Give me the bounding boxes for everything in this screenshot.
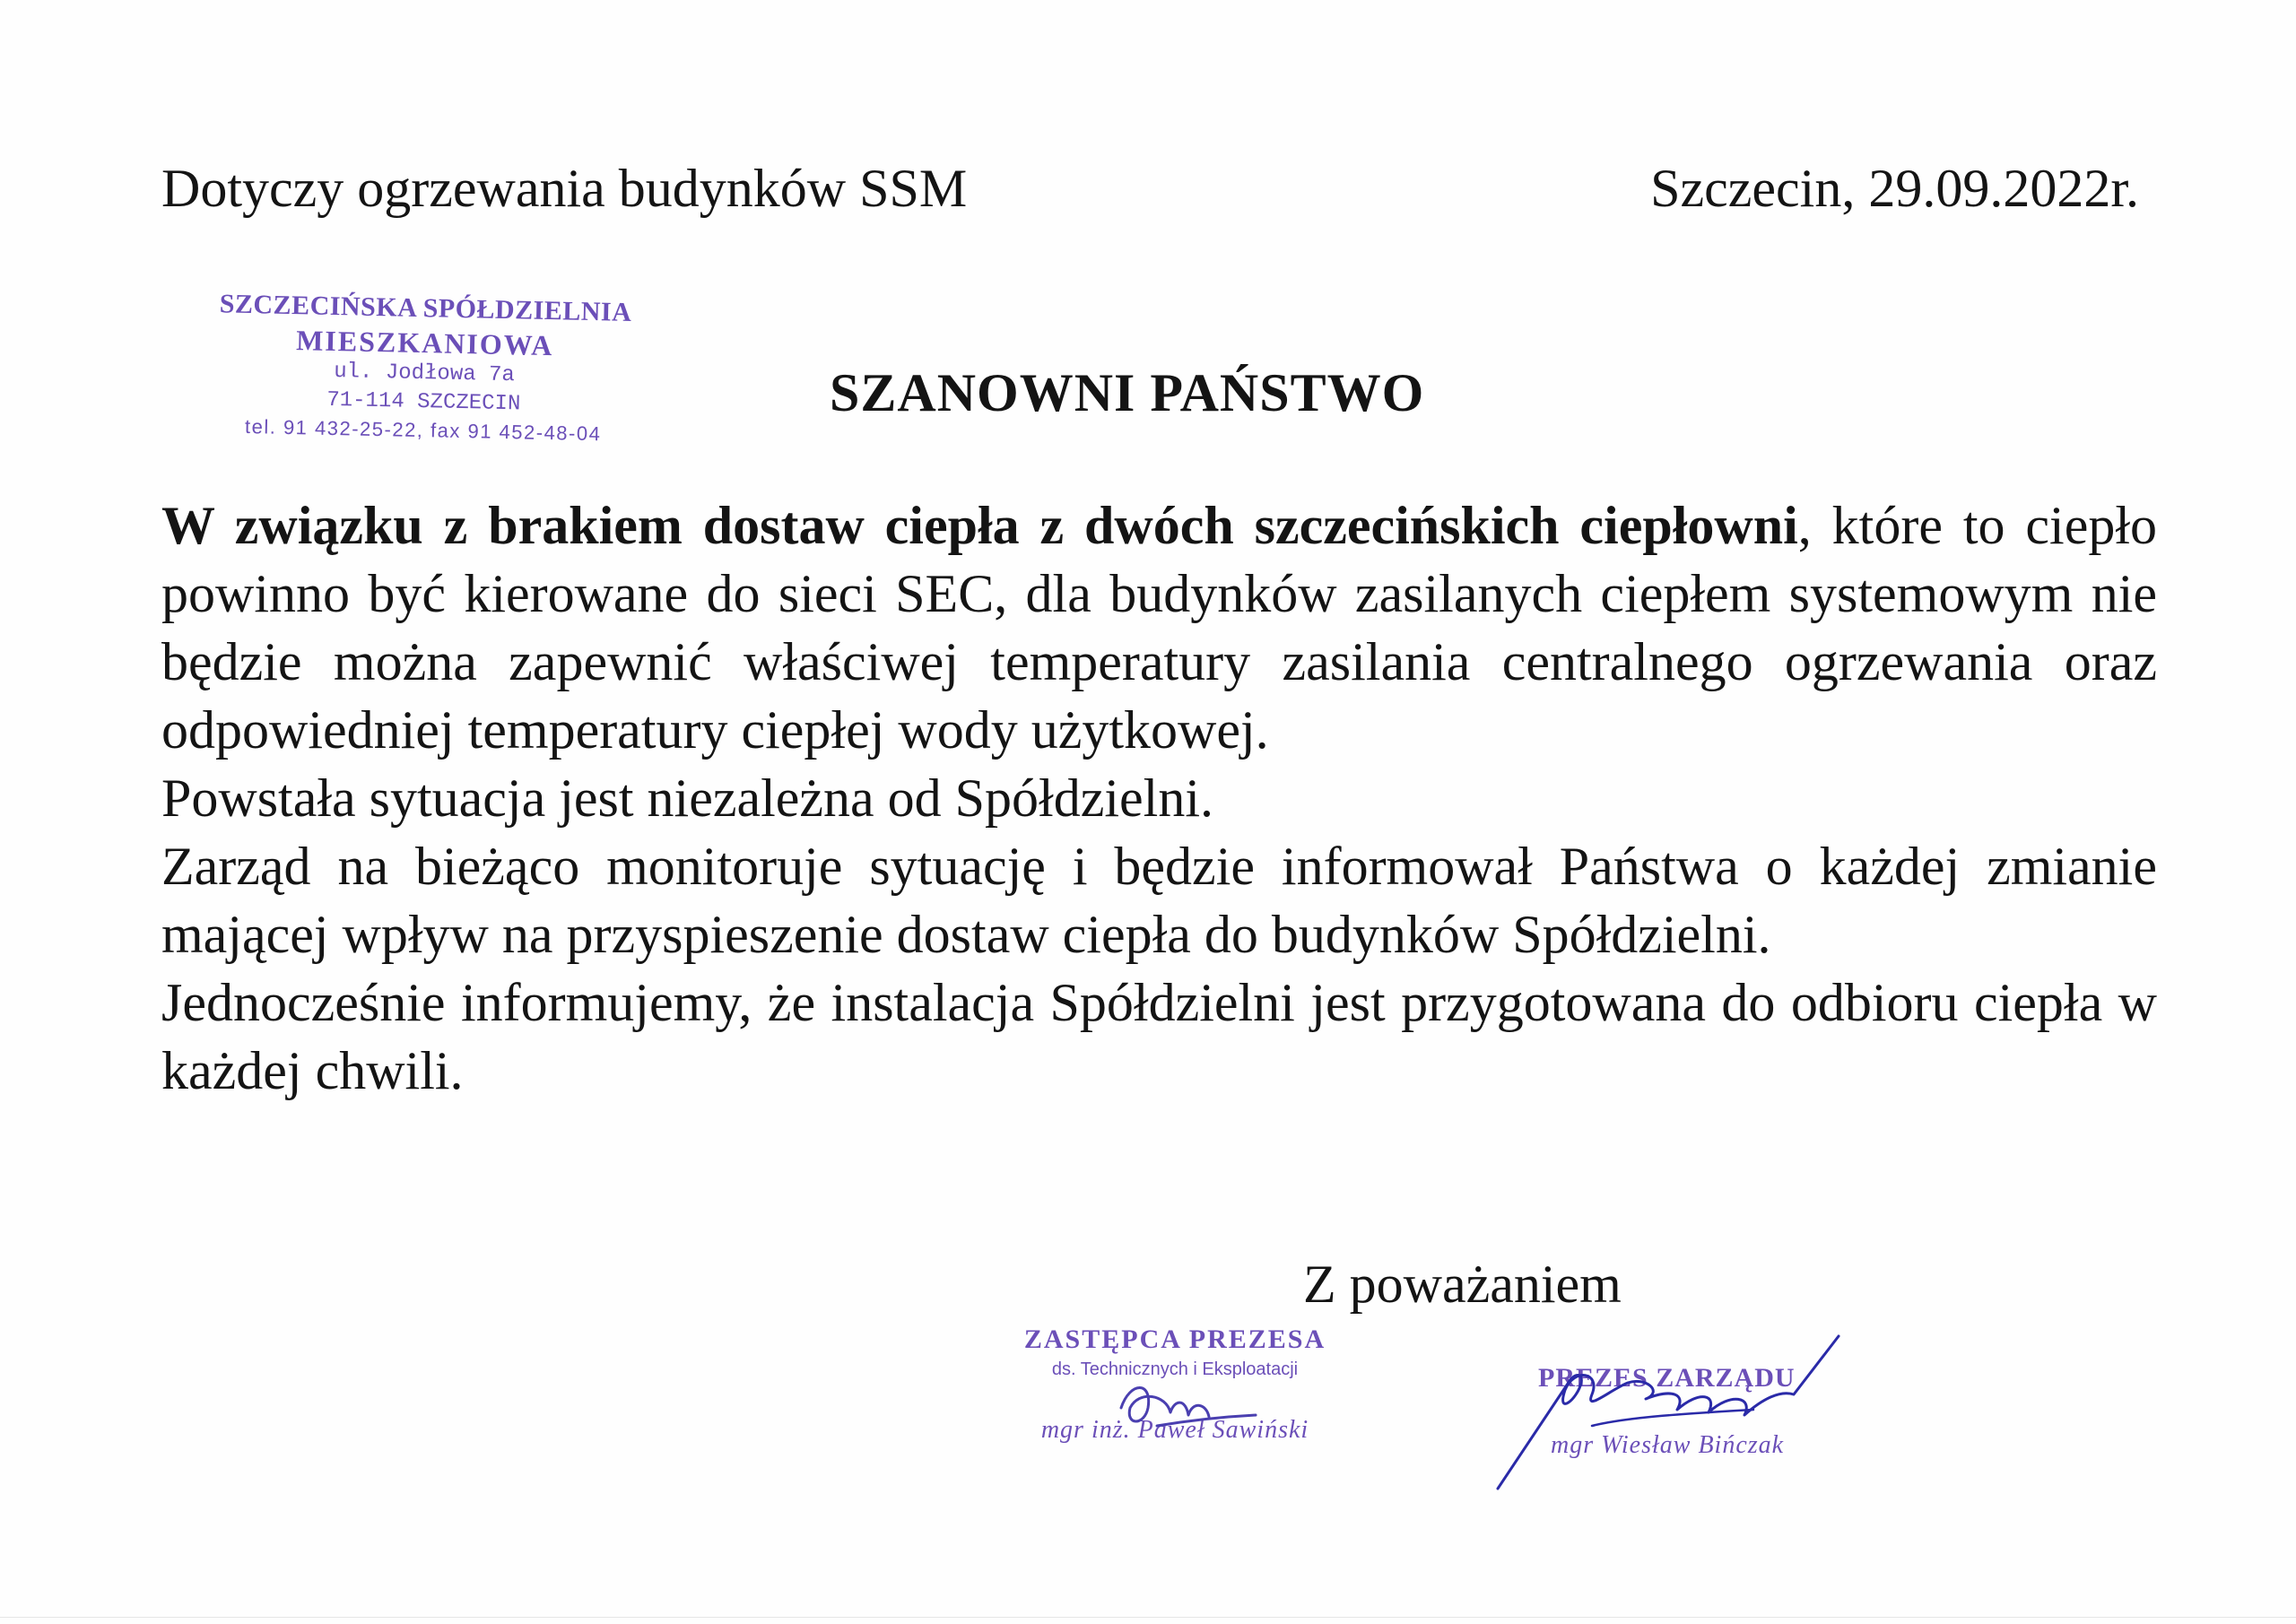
paragraph-4: Jednocześnie informujemy, że instalacja Spółdzielni jest przygotowana do odbioru ciepła w każdej chwili. [161, 973, 2157, 1100]
letter-date: Szczecin, 29.09.2022r. [1650, 159, 2139, 218]
stamp-org-name: SZCZECIŃSKA SPÓŁDZIELNIA [219, 289, 632, 327]
salutation: SZANOWNI PAŃSTWO [830, 363, 1425, 422]
deputy-stamp-subtitle: ds. Technicznych i Eksploatacji [1051, 1359, 1299, 1379]
president-stamp-title: PREZES ZARZĄDU [1538, 1363, 1796, 1393]
president-signature [1484, 1327, 1852, 1493]
organization-stamp [203, 287, 645, 448]
paragraph-2: Powstała sytuacja jest niezależna od Spółdzielni. [161, 769, 1213, 828]
paragraph-1 [161, 491, 2157, 764]
letter-subject: Dotyczy ogrzewania budynków SSM [161, 159, 968, 218]
closing-phrase: Z poważaniem [1303, 1255, 1622, 1314]
stamp-phone-fax: tel. 91 432-25-22, fax 91 452-48-04 [244, 414, 602, 446]
paragraph-1-rest: , które to ciepło powinno być kierowane do sieci SEC, dla budynków zasilanych ciepłem systemowym nie będzie można zapewnić właściwej temperatury zasilania centralnego ogrzewania oraz odpowiedniej temperatury ciepłej wody użytkowej. [161, 496, 2157, 760]
paragraph-3: Zarząd na bieżąco monitoruje sytuację i będzie informował Państwa o każdej zmianie mającej wpływ na przyspieszenie dostaw ciepła do budynków Spółdzielni. [161, 837, 2157, 964]
letter-body [161, 491, 2157, 1105]
paragraph-1-bold: W związku z brakiem dostaw ciepła z dwóch szczecińskich ciepłowni [161, 496, 1798, 555]
stamp-street: ul. Jodłowa 7a [333, 360, 516, 388]
president-stamp-name: mgr Wiesław Bińczak [1551, 1431, 1785, 1459]
stamp-org-name-2: MIESZKANIOWA [295, 324, 554, 362]
deputy-stamp-name: mgr inż. Paweł Sawiński [1040, 1416, 1309, 1444]
stamp-city: 71-114 SZCZECIN [326, 387, 521, 417]
deputy-stamp-title: ZASTĘPCA PREZESA [1023, 1324, 1326, 1354]
scan-edge-line [0, 1617, 2296, 1618]
deputy-signature [1103, 1372, 1265, 1453]
